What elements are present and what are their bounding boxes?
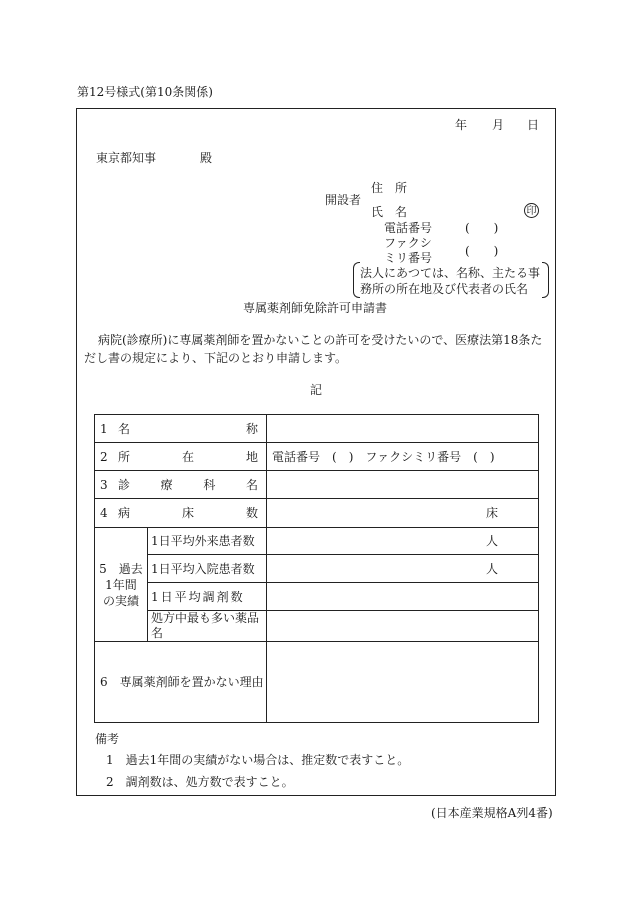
row4-char: 数 (245, 506, 258, 520)
note-item: 1 過去1年間の実績がない場合は、推定数で表すこと。 (106, 753, 410, 767)
row5-drug-value (267, 611, 539, 642)
row5-inpatient-label: 1日平均入院患者数 (148, 555, 267, 583)
row3-char: 名 (245, 477, 258, 492)
row1-char: 名 (118, 421, 131, 436)
row5-inpatient-unit: 人 (267, 555, 539, 583)
row3-char: 療 (160, 477, 173, 492)
corporate-note-line2: 務所の所在地及び代表者の氏名 (360, 282, 529, 296)
row5-label-line2: 1年間 (105, 577, 137, 592)
note-bracket-right (542, 262, 549, 298)
row4-unit: 床 (267, 499, 539, 528)
row3-char: 診 (118, 477, 131, 492)
address-label: 住 所 (371, 181, 408, 195)
table-row (95, 642, 539, 723)
notes-heading: 備考 (95, 732, 120, 746)
row2-number: 2 (100, 449, 108, 464)
table-row (95, 528, 539, 555)
row1-value (267, 415, 539, 443)
row5-drug-label-line1: 処方中最も多い薬品 (151, 611, 260, 625)
fax-label-line1: ファクシ (384, 236, 432, 250)
row3-value (267, 471, 539, 499)
fax-parens: ( ) (465, 244, 499, 258)
table-row (95, 499, 539, 528)
form-number: 第12号様式(第10条関係) (77, 85, 213, 99)
note-bracket-left (353, 262, 360, 298)
row2-char: 地 (245, 449, 258, 464)
table-row (95, 555, 539, 583)
seal-mark: 印 (524, 203, 539, 218)
row3-number: 3 (100, 477, 108, 492)
date-day: 日 (527, 118, 540, 132)
phone-parens: ( ) (465, 221, 499, 235)
note-item: 2 調剤数は、処方数で表すこと。 (106, 775, 294, 789)
row5-label-line3: の実績 (102, 593, 139, 608)
table-row (95, 611, 539, 642)
row5-outpatient-unit: 人 (267, 528, 539, 555)
row1-char: 称 (246, 421, 259, 436)
date-year: 年 (455, 118, 468, 132)
application-body: 病院(診療所)に専属薬剤師を置かないことの許可を受けたいので、医療法第18条ただし書の規定により、下記のとおり申請します。 (84, 333, 543, 365)
row5-prescriptions-value (267, 583, 539, 611)
table-row (95, 415, 539, 443)
ki-heading: 記 (310, 383, 323, 397)
row2-char: 在 (182, 449, 195, 464)
table-row (95, 443, 539, 471)
row6-reason-label: 6 専属薬剤師を置かない理由 (95, 642, 267, 723)
row2-phone-fax: 電話番号 ( ) ファクシミリ番号 ( ) (267, 443, 539, 471)
fax-label-line2: ミリ番号 (384, 251, 433, 265)
applicant-label: 開設者 (325, 193, 362, 207)
corporate-note-line1: 法人にあつては、名称、主たる事 (360, 266, 541, 280)
row2-char: 所 (118, 449, 131, 464)
row4-char: 病 (118, 506, 131, 520)
row4-char: 床 (182, 506, 195, 520)
record-table (94, 414, 539, 723)
addressee-honorific: 殿 (200, 151, 213, 165)
row5-drug-label-line2: 名 (151, 626, 164, 640)
row4-number: 4 (100, 506, 108, 520)
name-label: 氏 名 (371, 205, 408, 219)
row1-number: 1 (100, 421, 108, 436)
row6-reason-value (267, 642, 539, 723)
table-row (95, 471, 539, 499)
table-row (95, 583, 539, 611)
phone-label: 電話番号 (384, 221, 433, 235)
row5-outpatient-label: 1日平均外来患者数 (148, 528, 267, 555)
document-title: 専属薬剤師免除許可申請書 (243, 301, 388, 315)
date-month: 月 (492, 118, 505, 132)
addressee-name: 東京都知事 (96, 151, 157, 165)
footer-standard: (日本産業規格A列4番) (431, 806, 553, 820)
row5-label-line1: 5 過去 (99, 561, 143, 576)
row3-char: 科 (203, 477, 216, 492)
row5-prescriptions-label: 1日平均調剤数 (148, 583, 267, 611)
